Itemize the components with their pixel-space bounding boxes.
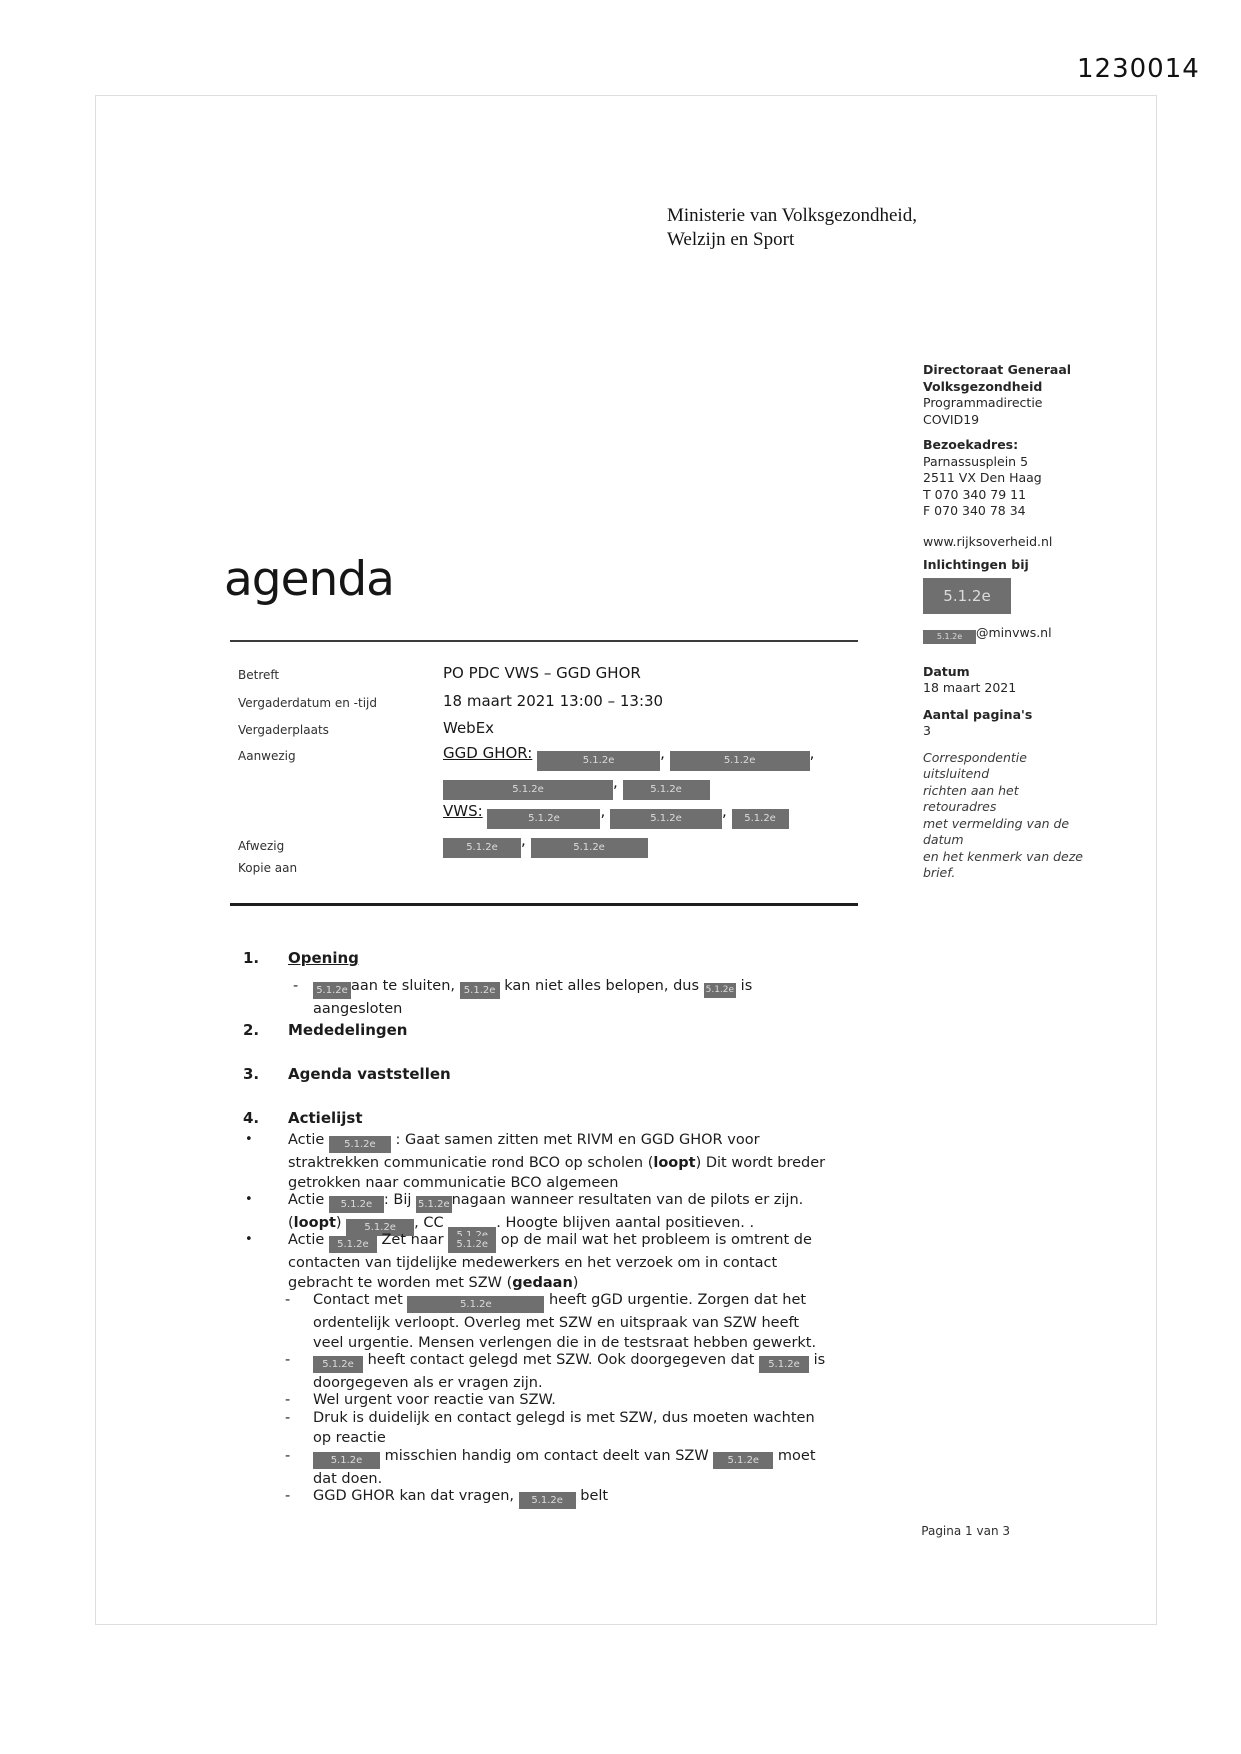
- section-number: 1.: [243, 949, 260, 967]
- section-title: Mededelingen: [288, 1021, 408, 1039]
- redaction-box: 5.1.2e: [610, 809, 722, 829]
- redaction-box: 5.1.2e: [416, 1196, 452, 1213]
- note-text: Wel urgent voor reactie van SZW.: [313, 1392, 556, 1408]
- attendee-line-ggd-2: 5.1.2e , 5.1.2e: [443, 771, 814, 800]
- date-value: 18 maart 2021: [923, 680, 1017, 695]
- attendee-line-vws: VWS: 5.1.2e , 5.1.2e , 5.1.2e: [443, 800, 814, 829]
- redaction-box: 5.1.2e: [443, 838, 521, 858]
- ministry-line-1: Ministerie van Volksgezondheid,: [667, 205, 917, 226]
- opening-note: [293, 976, 1033, 1019]
- bullet-marker: •: [245, 1192, 253, 1207]
- note-text: GGD GHOR kan dat vragen, 5.1.2e belt: [313, 1488, 608, 1504]
- action-note-1: [285, 1290, 1033, 1353]
- redaction-box: 5.1.2e: [460, 982, 500, 999]
- meta-value-betreft: PO PDC VWS – GGD GHOR: [443, 664, 641, 682]
- action-item-3: [243, 1230, 1008, 1293]
- redaction-box: 5.1.2e: [713, 1452, 773, 1469]
- address-line: T 070 340 79 11: [923, 486, 1027, 502]
- bullet-marker: •: [245, 1232, 253, 1247]
- programme-line: Programmadirectie COVID19: [923, 395, 1043, 427]
- directorate-line: Directoraat Generaal: [923, 362, 1072, 377]
- redaction-box: 5.1.2e: [448, 1236, 496, 1253]
- attendee-line-ggd: GGD GHOR: 5.1.2e , 5.1.2e ,: [443, 742, 814, 771]
- meta-label-aanwezig: Aanwezig: [238, 749, 296, 763]
- action-text: Actie 5.1.2e : Bij 5.1.2e nagaan wanneer resultaten van de pilots er zijn. (loopt) 5.1.2e , CC . Hoogte blijven aantal positieven. .: [288, 1192, 803, 1231]
- page-indicator: Pagina 1 van 3: [921, 1524, 1010, 1538]
- note-text: 5.1.2e misschien handig om contact deelt van SZW 5.1.2e moet dat doen.: [313, 1448, 816, 1487]
- address-line: Parnassusplein 5: [923, 453, 1029, 469]
- meta-value-vergaderplaats: WebEx: [443, 719, 495, 737]
- contact-email: [923, 625, 1091, 644]
- correspondence-note: Correspondentie uitsluitend richten aan het retouradres met vermelding van de datum en het kenmerk van deze brief.: [923, 749, 1083, 880]
- section-number: 3.: [243, 1065, 260, 1083]
- page-count-label: Aantal pagina's: [923, 706, 1033, 722]
- agenda-section-agenda-vaststellen: [243, 1064, 963, 1085]
- divider-top: [230, 640, 858, 642]
- action-note-5: [285, 1446, 1033, 1489]
- note-text: 5.1.2e aan te sluiten, 5.1.2e kan niet alles belopen, dus 5.1.2e is aangesloten: [313, 978, 753, 1017]
- meta-value-vergaderdatum: 18 maart 2021 13:00 – 13:30: [443, 692, 664, 710]
- redaction-box: 5.1.2e: [313, 982, 351, 999]
- meta-label-betreft: Betreft: [238, 668, 280, 682]
- redaction-box: 5.1.2e: [313, 1452, 380, 1469]
- dash-marker: -: [285, 1448, 291, 1464]
- dash-marker: -: [285, 1292, 291, 1308]
- divider-body: [230, 903, 858, 906]
- redaction-box: 5.1.2e: [407, 1296, 544, 1313]
- redaction-box: 5.1.2e: [623, 780, 710, 800]
- page-title: agenda: [224, 552, 394, 607]
- meta-label-vergaderplaats: Vergaderplaats: [238, 723, 329, 737]
- attendee-list: [443, 742, 814, 858]
- section-title: Agenda vaststellen: [288, 1065, 451, 1083]
- redaction-box: 5.1.2e: [519, 1492, 576, 1509]
- ministry-line-2: Welzijn en Sport: [667, 228, 795, 250]
- redaction-box: 5.1.2e: [313, 1356, 363, 1373]
- action-text: Actie 5.1.2e : Gaat samen zitten met RIVM en GGD GHOR voor straktrekken communicatie rond BCO op scholen (loopt) Dit wordt breder getrokken naar communicatie BCO algemeen: [288, 1132, 826, 1191]
- dash-marker: -: [293, 978, 299, 994]
- agenda-section-actielijst: [243, 1108, 963, 1129]
- redaction-box: 5.1.2e: [531, 838, 648, 858]
- redaction-box-contact-name: 5.1.2e: [923, 578, 1011, 614]
- redaction-box: 5.1.2e: [329, 1196, 384, 1213]
- page-count-value: 3: [923, 723, 931, 738]
- meta-label-vergaderdatum: Vergaderdatum en -tijd: [238, 696, 377, 710]
- document-number: 1230014: [1077, 54, 1200, 84]
- ministry-name: [667, 204, 917, 251]
- section-title: Actielijst: [288, 1109, 363, 1127]
- redaction-box: 5.1.2e: [443, 780, 613, 800]
- dash-marker: -: [285, 1352, 291, 1368]
- redaction-box: 5.1.2e: [537, 751, 660, 771]
- section-title: Opening: [288, 949, 359, 967]
- inquiries-label: Inlichtingen bij: [923, 557, 1029, 572]
- redaction-box: 5.1.2e: [487, 809, 600, 829]
- action-note-2: [285, 1350, 1033, 1393]
- agenda-section-mededelingen: [243, 1020, 963, 1041]
- directorate-line: Volksgezondheid: [923, 378, 1043, 394]
- section-number: 2.: [243, 1021, 260, 1039]
- note-text: 5.1.2e heeft contact gelegd met SZW. Ook doorgegeven dat 5.1.2e is doorgegeven als er vragen zijn.: [313, 1352, 826, 1391]
- redaction-box: 5.1.2e: [732, 809, 789, 829]
- redaction-box: 5.1.2e: [329, 1136, 391, 1153]
- meta-label-afwezig: Afwezig: [238, 839, 285, 853]
- letterhead-sidebar: [923, 362, 1091, 882]
- note-text: Contact met 5.1.2e heeft gGD urgentie. Zorgen dat het ordentelijk verloopt. Overleg met SZW en uitspraak van SZW heeft veel urgentie. Mensen verlengen die in de testsraat hebben gewerkt.: [313, 1292, 817, 1351]
- meta-label-kopie-aan: Kopie aan: [238, 861, 298, 875]
- address-line: 2511 VX Den Haag: [923, 470, 1042, 485]
- dash-marker: -: [285, 1392, 291, 1408]
- website-url: www.rijksoverheid.nl: [923, 533, 1053, 549]
- address-line: F 070 340 78 34: [923, 503, 1026, 518]
- agenda-section-opening: [243, 948, 963, 969]
- date-label: Datum: [923, 663, 970, 679]
- dash-marker: -: [285, 1488, 291, 1504]
- redaction-box: 5.1.2e: [759, 1356, 809, 1373]
- note-text: Druk is duidelijk en contact gelegd is met SZW, dus moeten wachten op reactie: [313, 1410, 815, 1446]
- redaction-box-email: 5.1.2e: [923, 630, 976, 644]
- action-note-3: [285, 1390, 1033, 1410]
- section-number: 4.: [243, 1109, 260, 1127]
- email-domain: @minvws.nl: [976, 624, 1052, 640]
- dash-marker: -: [285, 1410, 291, 1426]
- redaction-box: 5.1.2e: [670, 751, 810, 771]
- attendee-line-vws-2: 5.1.2e , 5.1.2e: [443, 829, 814, 858]
- visit-address-label: Bezoekadres:: [923, 437, 1019, 452]
- bullet-marker: •: [245, 1132, 253, 1147]
- redaction-box: 5.1.2e: [346, 1219, 414, 1236]
- action-note-6: [285, 1486, 1033, 1509]
- action-text: Actie 5.1.2e Zet naar 5.1.2e op de mail wat het probleem is omtrent de contacten van tijdelijke medewerkers en het verzoek om in contact gebracht te worden met SZW (gedaan): [288, 1232, 812, 1291]
- action-item-1: [243, 1130, 1008, 1193]
- redaction-box: 5.1.2e: [329, 1236, 377, 1253]
- redaction-box: 5.1.2e: [704, 983, 736, 998]
- action-note-4: [285, 1408, 1033, 1448]
